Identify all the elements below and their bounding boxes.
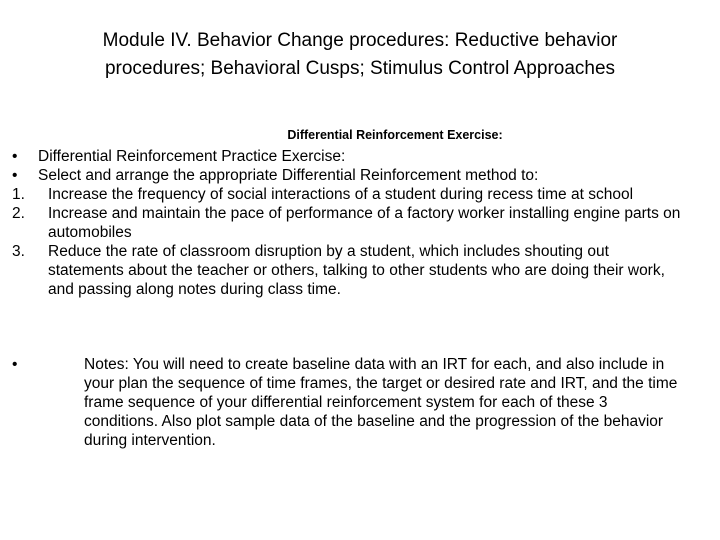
numbered-text: Increase and maintain the pace of performance of a factory worker installing engine parts on automobiles	[48, 205, 681, 241]
list-item	[12, 147, 682, 166]
list-item	[12, 166, 682, 185]
bullet-text: Select and arrange the appropriate Differential Reinforcement method to:	[38, 167, 539, 184]
number-marker: 1.	[12, 186, 25, 203]
numbered-text: Increase the frequency of social interactions of a student during recess time at school	[48, 186, 634, 203]
bullet-marker: •	[12, 167, 18, 184]
slide-title	[20, 27, 700, 83]
numbered-item	[12, 242, 682, 299]
numbered-item	[12, 204, 682, 242]
slide-subtitle: Differential Reinforcement Exercise:	[287, 128, 503, 142]
slide-title-line-1: Module IV. Behavior Change procedures: Reductive behavior	[102, 30, 618, 51]
bullet-marker: •	[12, 356, 18, 373]
number-marker: 3.	[12, 243, 25, 260]
content-list	[12, 147, 682, 299]
numbered-text: Reduce the rate of classroom disruption by a student, which includes shouting out statements about the teacher or others, talking to other students who are doing their work, and passing along notes during class time.	[48, 243, 665, 298]
notes-text: Notes: You will need to create baseline data with an IRT for each, and also include in your plan the sequence of time frames, the target or desired rate and IRT, and the time frame sequence of your differential reinforcement system for each of these 3 conditions. Also plot sample data of the baseline and the progression of the behavior during intervention.	[84, 356, 678, 449]
number-marker: 2.	[12, 205, 25, 222]
notes-item	[12, 355, 682, 450]
bullet-text: Differential Reinforcement Practice Exercise:	[38, 148, 346, 165]
slide-title-line-2: procedures; Behavioral Cusps; Stimulus Control Approaches	[104, 58, 616, 79]
numbered-item	[12, 185, 682, 204]
bullet-marker: •	[12, 148, 18, 165]
